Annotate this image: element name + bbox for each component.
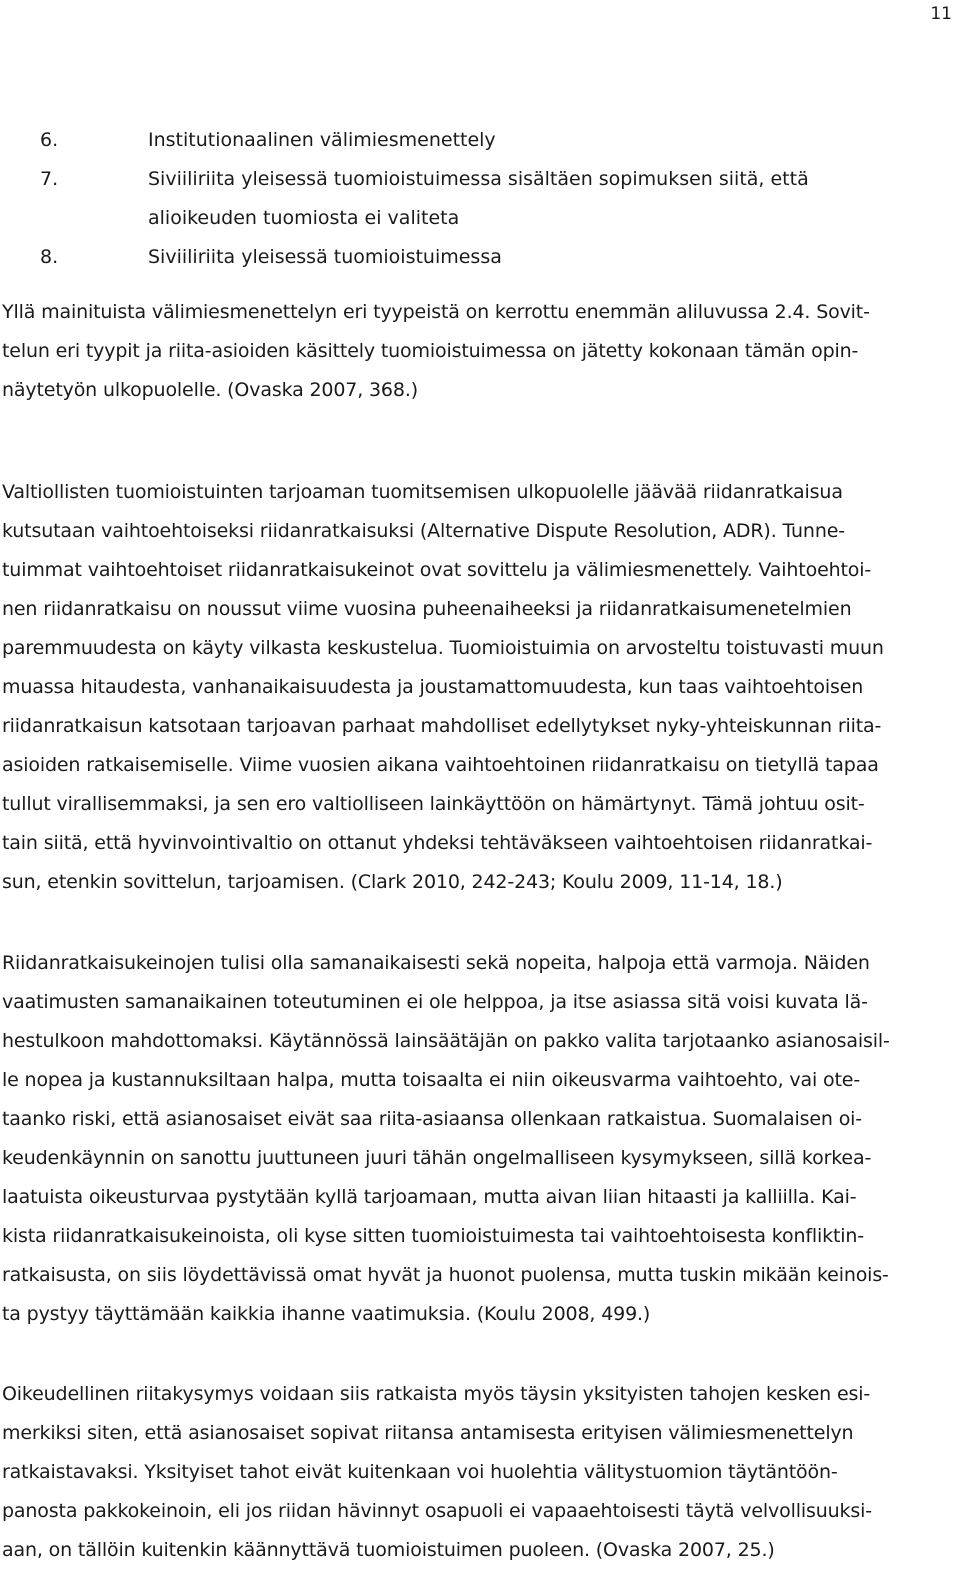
- list-item-line: Siviiliriita yleisessä tuomioistuimessa: [148, 246, 502, 268]
- list-item-text: [148, 121, 848, 160]
- text-line: näytetyön ulkopuolelle. (Ovaska 2007, 368.): [2, 379, 418, 401]
- text-line: le nopea ja kustannuksiltaan halpa, mutta toisaalta ei niin oikeusvarma vaihtoehto, vai ote-: [2, 1069, 861, 1091]
- text-line: Riidanratkaisukeinojen tulisi olla samanaikaisesti sekä nopeita, halpoja että varmoja. Näiden: [2, 952, 870, 974]
- numbered-list: [0, 121, 960, 277]
- list-item-text: [148, 160, 848, 238]
- text-line: laatuista oikeusturvaa pystytään kyllä tarjoamaan, mutta aivan liian hitaasti ja kalliilla. Kai-: [2, 1186, 857, 1208]
- text-line: taanko riski, että asianosaiset eivät saa riita-asiaansa ollenkaan ratkaistua. Suomalaisen oi-: [2, 1108, 863, 1130]
- list-item-number: 6.: [40, 129, 59, 151]
- list-item: [0, 160, 960, 238]
- paragraph-2: [2, 473, 954, 902]
- text-line: hestulkoon mahdottomaksi. Käytännössä lainsäätäjän on pakko valita tarjotaanko asianosaisil-: [2, 1030, 890, 1052]
- text-line: keudenkäynnin on sanottu juuttuneen juuri tähän ongelmalliseen kysymykseen, sillä korkea-: [2, 1147, 872, 1169]
- paragraph-4: [2, 1375, 954, 1570]
- list-item: [0, 238, 960, 277]
- text-line: ratkaisusta, on siis löydettävissä omat hyvät ja huonot puolensa, mutta tuskin mikään keinois-: [2, 1264, 889, 1286]
- page-number: 11: [930, 4, 952, 24]
- text-line: vaatimusten samanaikainen toteutuminen ei ole helppoa, ja itse asiassa sitä voisi kuvata lä-: [2, 991, 868, 1013]
- text-line: tullut virallisemmaksi, ja sen ero valtiolliseen lainkäyttöön on hämärtynyt. Tämä johtuu osit-: [2, 793, 865, 815]
- paragraph-3: [2, 944, 954, 1334]
- text-line: Yllä mainituista välimiesmenettelyn eri tyypeistä on kerrottu enemmän aliluvussa 2.4. Sovit-: [2, 301, 870, 323]
- text-line: merkiksi siten, että asianosaiset sopivat riitansa antamisesta erityisen välimiesmenettelyn: [2, 1422, 854, 1444]
- text-line: sun, etenkin sovittelun, tarjoamisen. (Clark 2010, 242-243; Koulu 2009, 11-14, 18.): [2, 871, 783, 893]
- list-item-number: 7.: [40, 168, 59, 190]
- list-item-number: 8.: [40, 246, 59, 268]
- text-line: asioiden ratkaisemiselle. Viime vuosien aikana vaihtoehtoinen riidanratkaisu on tietyllä tapaa: [2, 754, 879, 776]
- list-item-line: alioikeuden tuomiosta ei valiteta: [148, 207, 460, 229]
- list-item-line: Institutionaalinen välimiesmenettely: [148, 129, 496, 151]
- text-line: riidanratkaisun katsotaan tarjoavan parhaat mahdolliset edellytykset nyky-yhteiskunnan riita-: [2, 715, 882, 737]
- text-line: tuimmat vaihtoehtoiset riidanratkaisukeinot ovat sovittelu ja välimiesmenettely. Vaihtoehtoi-: [2, 559, 872, 581]
- text-line: tain siitä, että hyvinvointivaltio on ottanut yhdeksi tehtäväkseen vaihtoehtoisen riidanratkai-: [2, 832, 873, 854]
- text-line: kutsutaan vaihtoehtoiseksi riidanratkaisuksi (Alternative Dispute Resolution, ADR). Tunne-: [2, 520, 845, 542]
- list-item-line: Siviiliriita yleisessä tuomioistuimessa sisältäen sopimuksen siitä, että: [148, 168, 809, 190]
- text-line: Oikeudellinen riitakysymys voidaan siis ratkaista myös täysin yksityisten tahojen kesken esi-: [2, 1383, 871, 1405]
- text-line: aan, on tällöin kuitenkin käännyttävä tuomioistuimen puoleen. (Ovaska 2007, 25.): [2, 1539, 775, 1561]
- text-line: panosta pakkokeinoin, eli jos riidan hävinnyt osapuoli ei vapaaehtoisesti täytä velvollisuuksi-: [2, 1500, 872, 1522]
- text-line: ratkaistavaksi. Yksityiset tahot eivät kuitenkaan voi huolehtia välitystuomion täytäntöön-: [2, 1461, 838, 1483]
- text-line: ta pystyy täyttämään kaikkia ihanne vaatimuksia. (Koulu 2008, 499.): [2, 1303, 651, 1325]
- paragraph-1: [2, 293, 954, 410]
- list-item-text: [148, 238, 848, 277]
- text-line: paremmuudesta on käyty vilkasta keskustelua. Tuomioistuimia on arvosteltu toistuvasti muun: [2, 637, 884, 659]
- text-line: kista riidanratkaisukeinoista, oli kyse sitten tuomioistuimesta tai vaihtoehtoisesta konfliktin-: [2, 1225, 865, 1247]
- text-line: Valtiollisten tuomioistuinten tarjoaman tuomitsemisen ulkopuolelle jäävää riidanratkaisua: [2, 481, 843, 503]
- list-item: [0, 121, 960, 160]
- text-line: nen riidanratkaisu on noussut viime vuosina puheenaiheeksi ja riidanratkaisumenetelmien: [2, 598, 852, 620]
- text-line: muassa hitaudesta, vanhanaikaisuudesta ja joustamattomuudesta, kun taas vaihtoehtoisen: [2, 676, 864, 698]
- text-line: telun eri tyypit ja riita-asioiden käsittely tuomioistuimessa on jätetty kokonaan tämän opin-: [2, 340, 859, 362]
